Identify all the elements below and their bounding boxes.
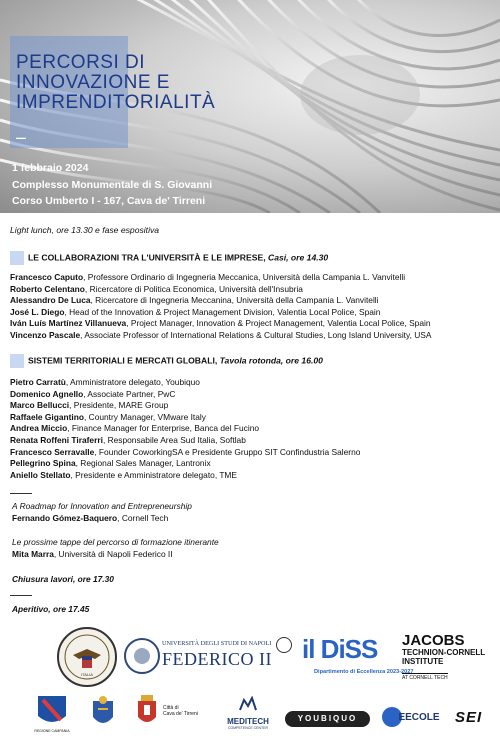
speaker-role: , Responsabile Area Sud Italia, Softlab (102, 434, 246, 445)
roadmap-title: A Roadmap for Innovation and Entrepreneurship (12, 501, 192, 511)
title-line-3: IMPRENDITORIALITÀ (16, 92, 216, 113)
speaker-name: Roberto Celentano (10, 283, 85, 294)
eecole-logo (382, 707, 442, 729)
roadmap-block (12, 501, 192, 524)
small-seal-icon (276, 637, 292, 653)
section-1-speaker-list (10, 272, 431, 342)
speaker-name: Renata Roffeni Tiraferri (10, 434, 103, 445)
meditech-mark-icon (222, 696, 274, 712)
closing-note: Chiusura lavori, ore 17.30 (12, 574, 114, 584)
speaker-role: , Head of the Innovation & Project Management Division, Valentia Local Police, Spain (64, 306, 381, 317)
us-consulate-seal-logo (57, 627, 117, 687)
speaker-role: , Project Manager, Innovation & Project Management, Valentia Local Police, Spain (126, 318, 431, 329)
cava-crest-icon (135, 693, 159, 729)
meditech-logo (222, 696, 274, 732)
speaker-role: , Country Manager, VMware Italy (84, 411, 206, 422)
speaker-name: Pietro Carratù (10, 377, 66, 387)
speaker-role: , Ricercatore di Ingegneria Meccanina, Università della Campania L. Vanvitelli (90, 295, 379, 306)
list-item (10, 423, 360, 435)
cava-text-2: Cava de' Tirreni (163, 711, 198, 717)
event-date: 1 febbraio 2024 (12, 162, 89, 174)
list-item (10, 458, 360, 470)
youbiquo-logo: YOUBIQUO (285, 711, 370, 727)
speaker-role: , Presidente e Amministratore delegato, TME (70, 469, 237, 480)
cava-text-1: Città di (163, 705, 179, 711)
list-item (10, 400, 360, 412)
speaker-name: Francesco Serravalle (10, 446, 95, 457)
speaker-role: , Finance Manager for Enterprise, Banca del Fucino (67, 423, 260, 434)
speaker-name: Andrea Miccio (10, 423, 68, 434)
list-item (10, 330, 431, 342)
federico-seal-icon (124, 638, 160, 674)
speaker-name: Iván Luís Martínez Villanueva (10, 318, 127, 329)
seal-caption: ITALIA (81, 672, 93, 677)
event-venue: Complesso Monumentale di S. Giovanni (12, 178, 213, 191)
jacobs-text-2: TECHNION-CORNELL (402, 648, 486, 657)
regione-caption: REGIONE CAMPANIA (34, 729, 70, 733)
speaker-name: Raffaele Gigantino (10, 411, 84, 422)
section-2-speaker-list (10, 377, 360, 481)
list-item (10, 389, 360, 401)
list-item (10, 295, 431, 307)
light-lunch-note: Light lunch, ore 13.30 e fase espositiva (10, 225, 160, 235)
speaker-role: , Ricercatore di Politica Economica, Università dell'Insubria (84, 283, 303, 294)
list-item (10, 470, 360, 482)
list-item (10, 447, 360, 459)
speaker-name: Domenico Agnello (10, 388, 84, 399)
list-item (10, 435, 360, 447)
list-item (10, 412, 360, 424)
eecole-text: EECOLE (398, 711, 440, 723)
divider-line (10, 595, 32, 596)
meditech-text: MEDITECH (227, 717, 269, 726)
event-info (12, 160, 212, 210)
section-2-title: SISTEMI TERRITORIALI E MERCATI GLOBALI, (28, 355, 218, 366)
event-title (16, 53, 215, 113)
speaker-name: Marco Bellucci (10, 400, 70, 411)
next-steps-speaker: Mita Marra (12, 548, 54, 559)
event-address: Corso Umberto I - 167, Cava de' Tirreni (12, 195, 206, 207)
regione-shield-icon (35, 694, 69, 728)
section-square-icon (10, 354, 24, 368)
section-2-time: Tavola rotonda, ore 16.00 (219, 355, 323, 366)
federico-university-text: UNIVERSITÀ DEGLI STUDI DI NAPOLI (162, 640, 272, 647)
section-1-heading (10, 251, 328, 265)
regione-campania-logo (35, 694, 69, 738)
list-item (10, 307, 431, 319)
next-steps-role: , Università di Napoli Federico II (53, 548, 173, 559)
section-1-time: Casi, ore 14.30 (267, 252, 329, 263)
speaker-role: , Amministratore delegato, Youbiquo (65, 377, 200, 387)
list-item (10, 318, 431, 330)
speaker-name: Vincenzo Pascale (10, 329, 81, 340)
jacobs-logo (402, 633, 494, 685)
speaker-name: Alessandro De Luca (10, 295, 91, 306)
roadmap-role: , Cornell Tech (117, 512, 169, 523)
meditech-sub-text: COMPETENCE CENTER (227, 726, 269, 730)
federico-ii-logo (124, 636, 292, 676)
speaker-role: , Founder CoworkingSA e Presidente Gruppo SIT Confindustria Salerno (94, 446, 361, 457)
next-steps-block (12, 537, 219, 560)
section-1-title: LE COLLABORAZIONI TRA L'UNIVERSITÀ E LE IMPRESE, (28, 252, 266, 263)
diss-logo (300, 634, 414, 680)
list-item (10, 377, 360, 389)
next-steps-title: Le prossime tappe del percorso di formazione itinerante (12, 537, 219, 547)
list-item (10, 284, 431, 296)
divider-line (10, 493, 32, 494)
diss-main-text: il DiSS (302, 634, 378, 664)
jacobs-text-4: AT CORNELL TECH (402, 675, 448, 681)
speaker-name: José L. Diego (10, 306, 65, 317)
section-square-icon (10, 251, 24, 265)
header-banner (0, 0, 500, 213)
sei-logo: SEI (455, 709, 483, 726)
jacobs-text-3: INSTITUTE (402, 657, 444, 666)
crest-icon (89, 695, 117, 731)
federico-main-text: FEDERICO II (162, 649, 272, 669)
speaker-name: Aniello Stellato (10, 469, 71, 480)
speaker-role: , Presidente, MARE Group (69, 400, 169, 411)
aperitivo-note: Aperitivo, ore 17.45 (12, 604, 90, 614)
speaker-role: , Associate Partner, PwC (83, 388, 176, 399)
section-2-heading (10, 354, 323, 368)
provincia-logo (89, 695, 117, 731)
speaker-name: Francesco Caputo (10, 272, 84, 282)
title-line-1: PERCORSI DI (16, 52, 146, 73)
roadmap-speaker: Fernando Gómez-Baquero (12, 512, 118, 523)
speaker-role: , Regional Sales Manager, Lantronix (75, 458, 211, 469)
title-dash: – (16, 127, 27, 147)
jacobs-text-1: JACOBS (402, 632, 465, 649)
title-line-2: INNOVAZIONE E (16, 72, 170, 93)
list-item (10, 272, 431, 284)
speaker-role: , Professore Ordinario di Ingegneria Meccanica, Università della Campania L. Vanvitelli (83, 272, 406, 282)
speaker-role: , Associate Professor of International Relations & Cultural Studies, Long Island University, USA (80, 329, 432, 340)
cava-de-tirreni-logo (135, 693, 219, 733)
diss-sub-text: Dipartimento di Eccellenza 2023-2027 (314, 669, 414, 675)
speaker-name: Pellegrino Spina (10, 458, 76, 469)
